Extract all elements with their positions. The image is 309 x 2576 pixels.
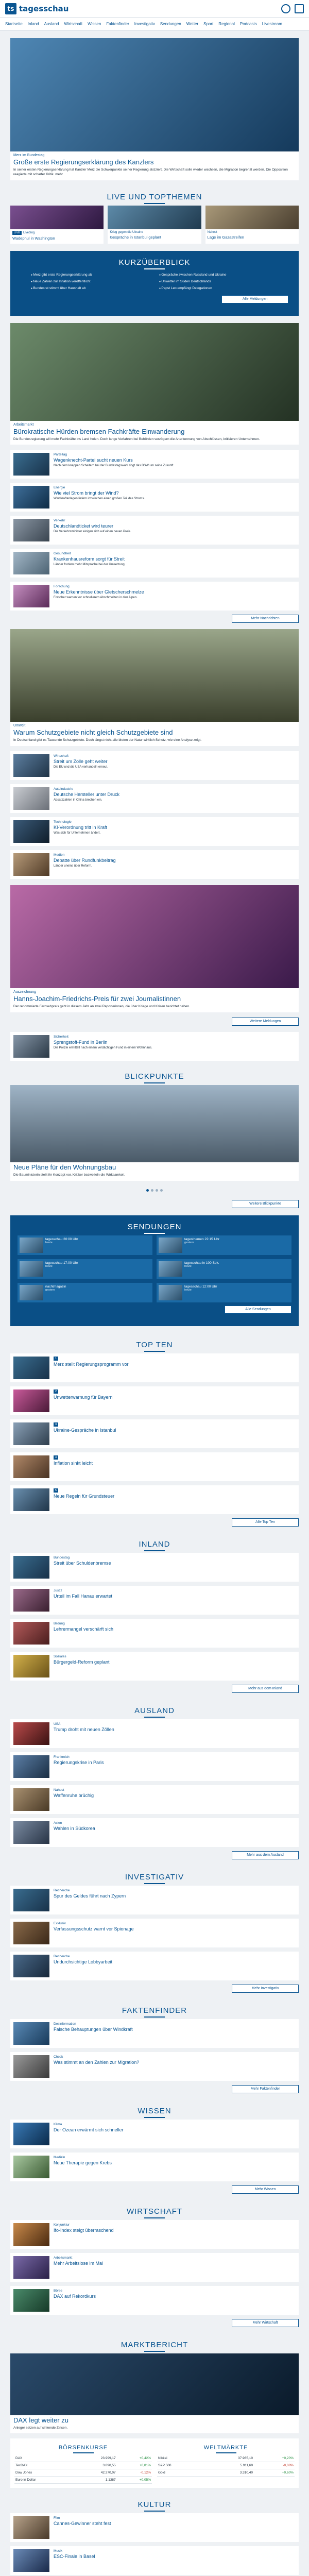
marktbericht-image [10,2353,299,2415]
list-item[interactable] [10,1785,299,1814]
list-item[interactable]: ● Bundesrat stimmt über Haushalt ab [31,286,150,290]
sendung-image [159,1261,182,1277]
section-title-faktenfinder: FAKTENFINDER [0,1999,309,2019]
topthemen-grid [10,206,299,244]
item-rank: 5 [54,1488,296,1493]
list-item[interactable] [10,1032,299,1061]
search-icon[interactable] [281,4,290,13]
item-rank: 1 [54,1357,296,1361]
carousel-dot[interactable] [160,1189,163,1192]
markets-box [10,2438,299,2488]
item-rank: 2 [54,1389,296,1394]
item-teaser: Die Polizei ermittelt nach einem verdächtigen Fund in einem Wohnhaus. [54,1046,152,1049]
list-item[interactable] [10,850,299,879]
inland-more-button[interactable]: Mehr aus dem Inland [232,1685,299,1693]
item-headline: Wagenknecht-Partei sucht neuen Kurs [54,457,133,463]
thumb-image [13,820,49,843]
lead-image [10,885,299,988]
item-teaser: Die Verkehrsminister einigen sich auf einen neuen Preis. [54,530,131,534]
carousel-dot[interactable] [146,1189,149,1192]
faktenfinder-more-button[interactable]: Mehr Faktenfinder [232,2085,299,2093]
list-item[interactable] [10,2019,299,2048]
item-headline: Neue Erkenntnisse über Gletscherschmelze [54,589,144,595]
item-headline: Regierungskrise in Paris [54,1759,104,1765]
kurzueberblick-more-button[interactable]: Alle Meldungen [221,295,288,303]
nav-item[interactable]: Livestream [262,22,282,26]
topten-item[interactable] [10,1485,299,1514]
table-row[interactable]: Nikkei 37.965,10 +0,20% [157,2455,295,2462]
sendung-title: nachtmagazin [45,1284,66,1289]
weltmaerkte-panel [157,2443,295,2484]
item-dach: Soziales [54,1654,66,1658]
sendung-title: tagesschau in 100 Sek. [184,1261,219,1265]
lead-headline[interactable]: Bürokratische Hürden bremsen Fachkräfte-Einwanderung [13,427,185,435]
thumb-image [13,1389,49,1412]
card-dach: LIVE Liveblog [10,229,104,235]
item-teaser: Nach dem knappen Scheitern bei der Bundestagswahl ringt das BSW um seine Zukunft. [54,464,175,468]
item-dach: Medizin [54,2155,65,2159]
item-headline: ESC-Finale in Basel [54,2554,95,2560]
hero-image [10,38,299,151]
boersenkurse-panel [14,2443,152,2484]
logo-mark: ts [5,3,16,14]
item-dach: Recherche [54,1888,70,1892]
item-headline: Waffenruhe brüchig [54,1792,94,1798]
nav-item[interactable]: Investigativ [134,22,155,26]
item-headline: Unwetterwarnung für Bayern [54,1394,113,1400]
item-headline: Trump droht mit neuen Zöllen [54,1726,114,1732]
sendung-date: heute [184,1264,192,1268]
section-title-blickpunkte: BLICKPUNKTE [0,1065,309,1085]
marktbericht-headline[interactable]: DAX legt weiter zu [13,2416,68,2424]
list-item[interactable] [10,1619,299,1648]
item-dach: Nahost [54,1788,64,1792]
lead-dach: Arbeitsmarkt [13,422,34,427]
blickpunkte-image [10,1085,299,1162]
item-rank: 4 [54,1455,296,1460]
lead-teaser[interactable] [10,323,299,445]
section-title-ausland: AUSLAND [0,1699,309,1719]
ausland-more-button[interactable]: Mehr aus dem Ausland [232,1851,299,1859]
thumb-image [13,2516,49,2539]
item-headline: Streit über Schuldenbremse [54,1560,111,1566]
hero-teaser-text: In seiner ersten Regierungserklärung hat Kanzler Merz die Schwerpunkte seiner Regierung skizziert. Die Wirtschaft solle wieder wachsen, die Migration begrenzt werden. Die Opposition reagierte mit scharfer Kritik. mehr [13,168,288,176]
item-headline: Debatte über Rundfunkbeitrag [54,858,116,863]
item-teaser: Die EU und die USA verhandeln erneut. [54,766,108,769]
carousel-dots [0,1186,309,1197]
item-headline: Ukraine-Gespräche in Istanbul [54,1427,116,1433]
section-title-kurzueberblick: KURZÜBERBLICK [10,251,299,271]
table-row[interactable]: DAX 23.999,17 +0,42% [14,2455,152,2462]
list-item[interactable]: ● Papst Leo empfängt Delegationen [159,286,278,290]
item-headline: Wahlen in Südkorea [54,1825,95,1831]
sendung-title: tagesschau 20:00 Uhr [45,1237,78,1241]
thumb-image [13,1357,49,1379]
item-teaser: Absatzzahlen in China brechen ein. [54,799,102,802]
sendung-title: tagesthemen 22:15 Uhr [184,1237,219,1241]
item-headline: Krankenhausreform sorgt für Streit [54,556,125,562]
item-dach: Asien [54,1821,62,1825]
sendung-card[interactable] [157,1283,291,1302]
thumb-image [13,853,49,876]
kurzueberblick-list [10,271,299,292]
list-item[interactable] [10,450,299,479]
thumb-image [13,552,49,574]
sendung-title: tagesschau 12:00 Uhr [184,1284,217,1289]
thumb-image [13,2156,49,2178]
nav-item[interactable]: Wetter [186,22,199,26]
thumb-image [13,2123,49,2145]
section-title-wirtschaft: WIRTSCHAFT [0,2200,309,2220]
thumb-image [13,2256,49,2279]
sendung-date: gestern [45,1288,55,1292]
boersenkurse-table [14,2455,152,2484]
nav-item[interactable]: Regional [218,22,235,26]
section-title-boersenkurse: BÖRSENKURSE [14,2443,152,2455]
thumb-image [13,2022,49,2045]
main-nav [0,18,309,31]
thumb-image [13,585,49,607]
thumb-image [13,754,49,777]
list-item[interactable] [10,582,299,611]
item-headline: Deutsche Hersteller unter Druck [54,792,120,798]
thumb-image [13,1955,49,1977]
thumb-image [13,2223,49,2246]
list-item[interactable] [10,2286,299,2315]
section-title-marktbericht: MARKTBERICHT [0,2333,309,2353]
item-dach: Wirtschaft [54,754,68,758]
more-news-button[interactable]: Mehr Nachrichten [232,615,299,623]
wirtschaft-more-button[interactable]: Mehr Wirtschaft [232,2319,299,2327]
sendung-image [20,1285,43,1300]
nav-item[interactable]: Sport [203,22,214,26]
section-title-wissen: WISSEN [0,2099,309,2120]
lead-teaser[interactable] [10,629,299,746]
item-dach: Energie [54,486,65,490]
marktbericht-teaser[interactable] [10,2353,299,2434]
item-headline: Deutschlandticket wird teurer [54,523,114,529]
live-badge: LIVE [12,231,22,235]
sendung-date: heute [45,1241,53,1244]
item-headline: Inflation sinkt leicht [54,1460,93,1466]
thumb-image [13,1622,49,1645]
blickpunkte-more-button[interactable]: Weitere Blickpunkte [232,1200,299,1208]
item-dach: Arbeitsmarkt [54,2256,73,2260]
item-dach: Justiz [54,1588,62,1592]
list-item[interactable] [10,2153,299,2181]
item-headline: Bürgergeld-Reform geplant [54,1659,110,1665]
list-item[interactable] [10,1752,299,1781]
table-row[interactable]: Euro in Dollar 1,1387 +0,05% [14,2477,152,2484]
nav-item[interactable]: Wirtschaft [64,22,83,26]
blickpunkte-teaser[interactable] [10,1085,299,1181]
sendungen-box [10,1215,299,1326]
list-item[interactable] [10,2253,299,2282]
lead-dach: Auszeichnung [13,990,36,994]
nav-item[interactable]: Podcasts [239,22,257,26]
item-headline: Cannes-Gewinner steht fest [54,2521,111,2527]
item-headline: Was stimmt an den Zahlen zur Migration? [54,2059,140,2065]
item-headline: Mehr Arbeitslose im Mai [54,2260,104,2266]
item-dach: USA [54,1722,61,1726]
section-title-kultur: KULTUR [0,2493,309,2513]
card-image [10,206,104,229]
thumb-image [13,1589,49,1612]
sendungen-grid [18,1235,291,1302]
list-item[interactable] [10,1553,299,1582]
nav-item[interactable]: Startseite [5,22,23,26]
item-headline: Undurchsichtige Lobbyarbeit [54,1959,113,1964]
thumb-image [13,486,49,509]
table-row[interactable]: Gold 3.310,40 +0,60% [157,2469,295,2477]
item-headline: DAX auf Rekordkurs [54,2293,96,2299]
item-headline: Wie viel Strom bringt der Wind? [54,490,119,496]
lead-headline[interactable]: Warum Schutzgebiete nicht gleich Schutzgebiete sind [13,728,173,737]
section-title-sendungen: SENDUNGEN [10,1215,299,1235]
lead-image [10,323,299,421]
thumb-image [13,1655,49,1677]
card-image [205,206,299,229]
sendung-card[interactable] [157,1259,291,1279]
carousel-dot[interactable] [156,1189,158,1192]
sendung-date: heute [45,1264,53,1268]
thumb-image [13,519,49,541]
item-headline: KI-Verordnung tritt in Kraft [54,825,108,831]
list-item[interactable] [10,784,299,813]
topthemen-card[interactable] [10,206,104,244]
list-item[interactable] [10,817,299,846]
topten-more-button[interactable]: Alle Top Ten [232,1518,299,1527]
list-item[interactable] [10,1886,299,1914]
list-item[interactable]: ● Gespräche zwischen Russland und Ukraine [159,273,278,277]
thumb-image [13,2289,49,2312]
nav-item[interactable]: Ausland [44,22,59,26]
item-teaser: Windkraftanlagen liefern inzwischen einen großen Teil des Stroms. [54,497,145,501]
hero-headline[interactable]: Große erste Regierungserklärung des Kanzlers [13,158,154,166]
item-dach: Frankreich [54,1755,70,1759]
sendung-title: tagesschau 17:00 Uhr [45,1261,78,1265]
thumb-image [13,1722,49,1745]
list-item[interactable] [10,516,299,545]
item-teaser: Länder fordern mehr Mitsprache bei der Umsetzung. [54,563,126,567]
item-dach: Gesundheit [54,552,71,556]
item-dach: Klima [54,2122,62,2126]
topthemen-card[interactable] [108,206,201,244]
thumb-image [13,1556,49,1579]
sendung-card[interactable] [18,1259,152,1279]
item-dach: Musik [54,2549,62,2553]
item-headline: Spur des Geldes führt nach Zypern [54,1893,126,1899]
list-item[interactable] [10,1719,299,1748]
top-bar [0,0,309,18]
item-dach: Exklusiv [54,1921,66,1925]
sendung-card[interactable] [157,1235,291,1255]
lead-teaser-text: Die Bundesregierung will mehr Fachkräfte ins Land holen. Doch lange Verfahren bei Behörden verzögern die Anerkennung von Abschlüssen, kritisieren Unternehmen. [13,437,260,441]
item-rank: 3 [54,1422,296,1427]
logo[interactable] [5,3,68,14]
item-dach: Recherche [54,1954,70,1958]
list-item[interactable] [10,1952,299,1980]
thumb-image [13,2549,49,2572]
table-row[interactable]: Dow Jones 42.270,07 -0,12% [14,2469,152,2477]
blickpunkte-headline[interactable]: Neue Pläne für den Wohnungsbau [13,1163,116,1171]
card-headline: Lage im Gazastreifen [207,234,244,240]
thumb-image [13,1889,49,1911]
sendung-image [159,1285,182,1300]
item-dach: Medien [54,853,65,857]
investigativ-more-button[interactable]: Mehr Investigativ [232,1985,299,1993]
list-item[interactable] [10,2052,299,2081]
item-headline: Der Ozean erwärmt sich schneller [54,2127,124,2132]
thumb-image [13,1488,49,1511]
kurzueberblick-box [10,251,299,316]
lead-image [10,629,299,722]
item-dach: Sicherheit [54,1035,68,1039]
item-headline: Streit um Zölle geht weiter [54,759,108,765]
list-item[interactable] [10,2120,299,2148]
table-row[interactable]: S&P 500 5.911,69 -0,08% [157,2462,295,2469]
nav-item[interactable]: Sendungen [160,22,181,26]
item-headline: Verfassungsschutz warnt vor Spionage [54,1926,134,1931]
thumb-image [13,787,49,810]
item-headline: Urteil im Fall Hanau erwartet [54,1593,113,1599]
topten-item[interactable] [10,1386,299,1415]
nav-item[interactable]: Inland [27,22,39,26]
nav-item[interactable]: Faktenfinder [106,22,129,26]
item-dach: Forschung [54,585,70,589]
list-item[interactable] [10,1818,299,1847]
item-headline: Lehrermangel verschärft sich [54,1626,114,1632]
thumb-image [13,1455,49,1478]
list-item[interactable] [10,2220,299,2249]
hero-dach: Merz im Bundestag [13,154,45,157]
item-headline: Falsche Behauptungen über Windkraft [54,2026,133,2032]
item-headline: Neue Regeln für Grundsteuer [54,1493,115,1499]
thumb-image [13,1821,49,1844]
lead-teaser-text: Der renommierte Fernsehpreis geht in diesem Jahr an zwei Reporterinnen, die über Kriege und Krisen berichtet haben. [13,1005,190,1009]
topten-item[interactable] [10,1452,299,1481]
thumb-image [13,1922,49,1944]
weltmaerkte-table [157,2455,295,2477]
lead-dach: Umwelt [13,724,26,728]
item-teaser: Länder uneins über Reform. [54,865,92,868]
item-dach: Desinformation [54,2022,76,2026]
sendungen-more-button[interactable]: Alle Sendungen [225,1306,291,1314]
section-title-weltmaerkte: WELTMÄRKTE [157,2443,295,2455]
menu-icon[interactable] [295,4,304,13]
list-item[interactable]: ● Unwetter im Süden Deutschlands [159,280,278,283]
wissen-more-button[interactable]: Mehr Wissen [232,2185,299,2194]
list-item[interactable] [10,751,299,780]
lead-teaser[interactable] [10,885,299,1012]
item-dach: Technologie [54,820,72,824]
more-button[interactable]: Weitere Meldungen [232,1018,299,1026]
card-dach: Nahost [207,230,217,234]
item-dach: Bundestag [54,1555,70,1560]
sendung-image [20,1261,43,1277]
sendung-card[interactable] [18,1283,152,1302]
item-headline: Neue Therapie gegen Krebs [54,2160,112,2165]
card-image [108,206,201,229]
item-dach: Film [54,2516,60,2520]
item-dach: Börse [54,2289,62,2293]
list-item[interactable] [10,2513,299,2542]
carousel-dot[interactable] [151,1189,153,1192]
item-dach: Konjunktur [54,2223,70,2227]
thumb-image [13,1035,49,1058]
section-title-investigativ: INVESTIGATIV [0,1866,309,1886]
thumb-image [13,2055,49,2078]
logo-text: tagesschau [19,4,69,13]
thumb-image [13,453,49,476]
list-item[interactable] [10,2546,299,2575]
table-row[interactable]: TecDAX 3.890,55 +0,81% [14,2462,152,2469]
topten-item[interactable] [10,1353,299,1382]
hero-teaser[interactable] [10,38,299,180]
list-item[interactable]: ● Merz gibt erste Regierungserklärung ab [31,273,150,277]
section-title-topthemen: LIVE UND TOPTHEMEN [0,185,309,206]
sendung-card[interactable] [18,1235,152,1255]
item-headline: Merz stellt Regierungsprogramm vor [54,1361,129,1367]
blickpunkte-teaser-text: Die Bauministerin stellt ihr Konzept vor. Kritiker bezweifeln die Wirksamkeit. [13,1173,126,1177]
item-teaser: Was sich für Unternehmen ändert. [54,832,101,835]
list-item[interactable] [10,483,299,512]
item-headline: Sprengstoff-Fund in Berlin [54,1039,108,1045]
item-dach: Autoindustrie [54,787,73,791]
list-item[interactable] [10,1919,299,1947]
thumb-image [13,1788,49,1811]
marktbericht-teaser-text: Anleger setzen auf sinkende Zinsen. [13,2426,68,2430]
lead-headline[interactable]: Hanns-Joachim-Friedrichs-Preis für zwei Journalistinnen [13,995,181,1003]
card-headline: Gespräche in Istanbul geplant [110,234,161,240]
list-item[interactable]: ● Neue Zahlen zur Inflation veröffentlicht [31,280,150,283]
list-item[interactable] [10,1652,299,1681]
section-title-topten: TOP TEN [0,1333,309,1353]
item-dach: Parteitag [54,453,67,457]
item-dach: Check [54,2055,63,2059]
thumb-image [13,1422,49,1445]
item-dach: Verkehr [54,519,65,523]
list-item[interactable] [10,1586,299,1615]
list-item[interactable] [10,549,299,578]
item-dach: Bildung [54,1621,65,1625]
sendung-date: heute [184,1288,192,1292]
sendung-date: gestern [184,1241,194,1244]
lead-teaser-text: In Deutschland gibt es Tausende Schutzgebiete. Doch längst nicht alle bieten der Natur wirklich Schutz, wie eine Analyse zeigt. [13,738,202,742]
sendung-image [20,1238,43,1253]
nav-item[interactable]: Wissen [88,22,101,26]
topten-item[interactable] [10,1419,299,1448]
item-teaser: Forscher warnen vor schnellerem Abschmelzen in den Alpen. [54,596,138,600]
thumb-image [13,1755,49,1778]
section-title-inland: INLAND [0,1533,309,1553]
topthemen-card[interactable] [205,206,299,244]
card-dach: Krieg gegen die Ukraine [110,230,143,234]
sendung-image [159,1238,182,1253]
card-headline: Wadephul in Washington [12,235,55,241]
item-headline: Ifo-Index steigt überraschend [54,2227,114,2233]
